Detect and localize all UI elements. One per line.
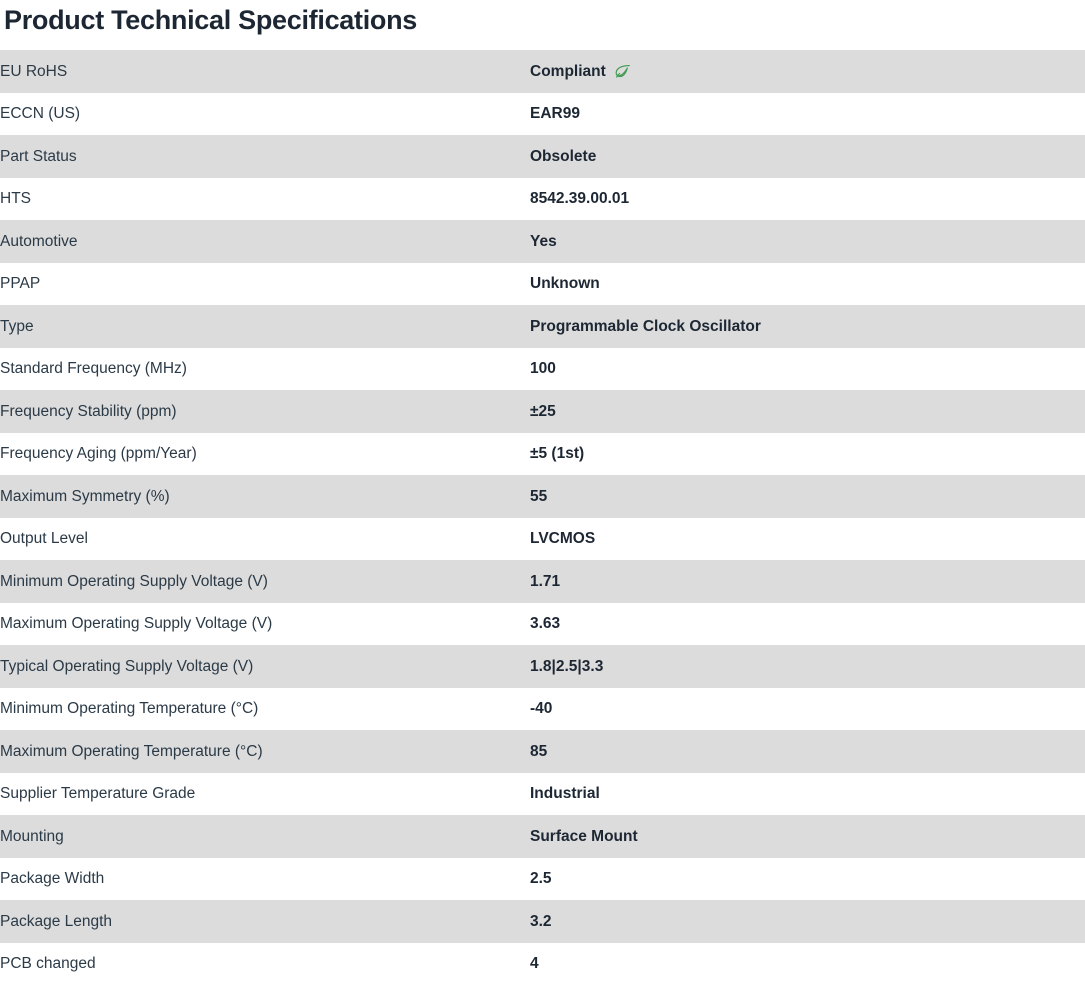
spec-value-wrap bbox=[530, 402, 1085, 421]
spec-value-wrap bbox=[530, 62, 1085, 81]
spec-value-wrap bbox=[530, 444, 1085, 463]
spec-value: Industrial bbox=[530, 785, 600, 803]
table-row bbox=[0, 135, 1085, 178]
spec-value: 2.5 bbox=[530, 870, 552, 888]
spec-attribute: Output Level bbox=[0, 518, 530, 561]
spec-value: Programmable Clock Oscillator bbox=[530, 317, 761, 335]
spec-attribute: Type bbox=[0, 305, 530, 348]
spec-value-wrap bbox=[530, 784, 1085, 803]
spec-value-cell bbox=[530, 645, 1085, 688]
spec-value: 1.8|2.5|3.3 bbox=[530, 657, 604, 675]
spec-value-cell bbox=[530, 433, 1085, 476]
table-row bbox=[0, 348, 1085, 391]
spec-attribute: Maximum Operating Supply Voltage (V) bbox=[0, 603, 530, 646]
spec-value-wrap bbox=[530, 104, 1085, 123]
spec-value: EAR99 bbox=[530, 105, 580, 123]
spec-value-wrap bbox=[530, 274, 1085, 293]
spec-attribute: HTS bbox=[0, 178, 530, 221]
table-row bbox=[0, 220, 1085, 263]
spec-attribute: Minimum Operating Supply Voltage (V) bbox=[0, 560, 530, 603]
table-row bbox=[0, 645, 1085, 688]
spec-value-wrap bbox=[530, 572, 1085, 591]
spec-value: -40 bbox=[530, 700, 553, 718]
table-row bbox=[0, 815, 1085, 858]
spec-attribute: Maximum Operating Temperature (°C) bbox=[0, 730, 530, 773]
spec-value: 8542.39.00.01 bbox=[530, 190, 630, 208]
table-row bbox=[0, 688, 1085, 731]
table-row bbox=[0, 943, 1085, 986]
spec-value-cell bbox=[530, 858, 1085, 901]
spec-value: Compliant bbox=[530, 62, 606, 80]
spec-attribute: Standard Frequency (MHz) bbox=[0, 348, 530, 391]
spec-value-cell bbox=[530, 50, 1085, 93]
table-row bbox=[0, 560, 1085, 603]
table-row bbox=[0, 178, 1085, 221]
spec-value-cell bbox=[530, 348, 1085, 391]
spec-attribute: Frequency Stability (ppm) bbox=[0, 390, 530, 433]
spec-value-wrap bbox=[530, 657, 1085, 676]
table-row bbox=[0, 730, 1085, 773]
spec-value-cell bbox=[530, 135, 1085, 178]
spec-value-cell bbox=[530, 305, 1085, 348]
spec-value-cell bbox=[530, 730, 1085, 773]
spec-value: 1.71 bbox=[530, 572, 561, 590]
spec-attribute: Maximum Symmetry (%) bbox=[0, 475, 530, 518]
table-row bbox=[0, 433, 1085, 476]
spec-attribute: Frequency Aging (ppm/Year) bbox=[0, 433, 530, 476]
spec-value-cell bbox=[530, 688, 1085, 731]
spec-value-wrap bbox=[530, 912, 1085, 931]
spec-value-cell bbox=[530, 560, 1085, 603]
spec-attribute: Minimum Operating Temperature (°C) bbox=[0, 688, 530, 731]
spec-value-cell bbox=[530, 220, 1085, 263]
spec-value-cell bbox=[530, 773, 1085, 816]
table-row bbox=[0, 773, 1085, 816]
spec-value-wrap bbox=[530, 614, 1085, 633]
spec-attribute: PCB changed bbox=[0, 943, 530, 986]
table-row bbox=[0, 603, 1085, 646]
spec-value-cell bbox=[530, 900, 1085, 943]
spec-attribute: EU RoHS bbox=[0, 50, 530, 93]
spec-value: Surface Mount bbox=[530, 827, 638, 845]
spec-value: 3.63 bbox=[530, 615, 561, 633]
table-row bbox=[0, 305, 1085, 348]
spec-value: 100 bbox=[530, 360, 556, 378]
spec-value-wrap bbox=[530, 869, 1085, 888]
spec-value-cell bbox=[530, 263, 1085, 306]
spec-value: ±25 bbox=[530, 402, 556, 420]
spec-attribute: Supplier Temperature Grade bbox=[0, 773, 530, 816]
spec-value-cell bbox=[530, 815, 1085, 858]
spec-attribute: PPAP bbox=[0, 263, 530, 306]
spec-attribute: Typical Operating Supply Voltage (V) bbox=[0, 645, 530, 688]
spec-attribute: ECCN (US) bbox=[0, 93, 530, 136]
spec-value-wrap bbox=[530, 359, 1085, 378]
spec-value-wrap bbox=[530, 487, 1085, 506]
spec-value-cell bbox=[530, 603, 1085, 646]
spec-attribute: Mounting bbox=[0, 815, 530, 858]
table-row bbox=[0, 518, 1085, 561]
specifications-table bbox=[0, 50, 1085, 985]
spec-value-wrap bbox=[530, 189, 1085, 208]
spec-value: 4 bbox=[530, 955, 539, 973]
spec-value: 85 bbox=[530, 742, 548, 760]
spec-value-wrap bbox=[530, 147, 1085, 166]
table-row bbox=[0, 50, 1085, 93]
table-row bbox=[0, 390, 1085, 433]
spec-value-wrap bbox=[530, 742, 1085, 761]
spec-value-cell bbox=[530, 943, 1085, 986]
spec-value-cell bbox=[530, 178, 1085, 221]
spec-attribute: Part Status bbox=[0, 135, 530, 178]
spec-value: ±5 (1st) bbox=[530, 445, 585, 463]
spec-value-cell bbox=[530, 390, 1085, 433]
table-row bbox=[0, 858, 1085, 901]
table-row bbox=[0, 900, 1085, 943]
table-row bbox=[0, 263, 1085, 306]
spec-value: Yes bbox=[530, 232, 557, 250]
spec-value: LVCMOS bbox=[530, 530, 596, 548]
specifications-table-body bbox=[0, 50, 1085, 985]
spec-value-wrap bbox=[530, 827, 1085, 846]
spec-value-cell bbox=[530, 93, 1085, 136]
spec-value: Obsolete bbox=[530, 147, 597, 165]
spec-value: Unknown bbox=[530, 275, 600, 293]
table-row bbox=[0, 93, 1085, 136]
spec-value-cell bbox=[530, 518, 1085, 561]
spec-attribute: Automotive bbox=[0, 220, 530, 263]
leaf-icon bbox=[614, 63, 631, 80]
spec-value: 55 bbox=[530, 487, 548, 505]
spec-value-wrap bbox=[530, 699, 1085, 718]
spec-value-cell bbox=[530, 475, 1085, 518]
spec-value-wrap bbox=[530, 232, 1085, 251]
spec-value: 3.2 bbox=[530, 912, 552, 930]
spec-attribute: Package Width bbox=[0, 858, 530, 901]
spec-value-wrap bbox=[530, 954, 1085, 973]
spec-attribute: Package Length bbox=[0, 900, 530, 943]
spec-value-wrap bbox=[530, 529, 1085, 548]
page-title: Product Technical Specifications bbox=[4, 5, 418, 35]
table-row bbox=[0, 475, 1085, 518]
spec-value-wrap bbox=[530, 317, 1085, 336]
